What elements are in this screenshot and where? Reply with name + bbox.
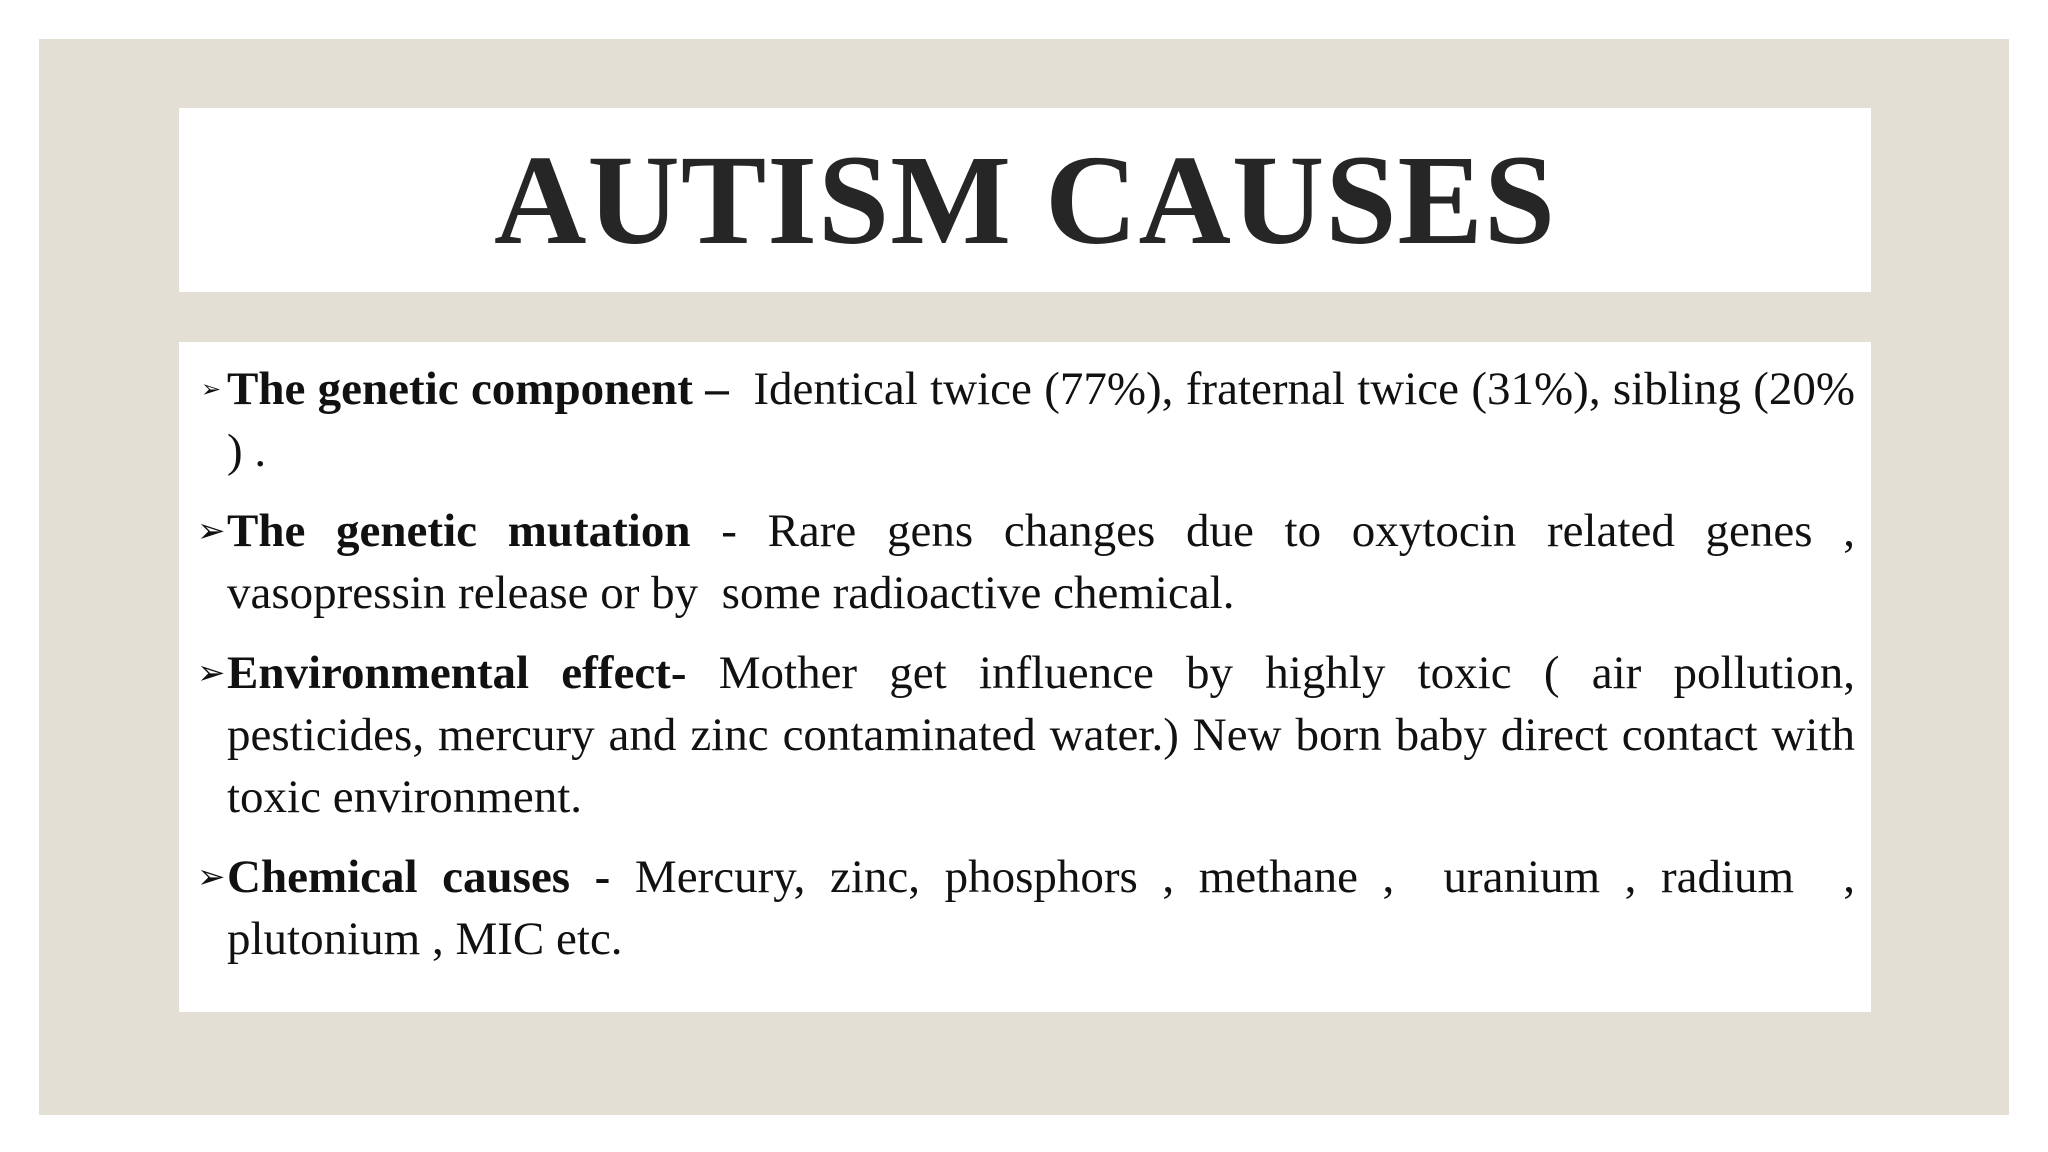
bullet-chemical-causes (197, 846, 1867, 970)
slide-title: AUTISM CAUSES (493, 129, 1557, 271)
arrow-bullet-icon: ➢ (197, 653, 226, 693)
bullet-text: Identical twice (77%), fraternal twice (31%), sibling (20% ) . (227, 363, 1867, 477)
arrow-bullet-icon: ➢ (197, 857, 226, 897)
title-panel (179, 108, 1871, 292)
bullet-environmental-effect (197, 642, 1867, 828)
bullet-text: Mother get influence by highly toxic ( air pollution, pesticides, mercury and zinc contaminated water.) New born baby direct contact with toxic environment. (227, 647, 1867, 823)
bullet-lead: The genetic component – (227, 363, 729, 415)
bullet-genetic-component (201, 358, 1867, 482)
bullet-text: - Rare gens changes due to oxytocin related genes , vasopressin release or by some radioactive chemical. (227, 505, 1867, 619)
arrow-bullet-icon: ➢ (197, 511, 226, 551)
content-panel (179, 342, 1871, 1012)
bullet-list (197, 358, 1867, 988)
arrow-bullet-icon: ➢ (201, 375, 222, 403)
bullet-genetic-mutation (197, 500, 1867, 624)
bullet-lead: The genetic mutation (227, 505, 691, 557)
bullet-lead: Chemical causes - (227, 851, 611, 903)
bullet-text: Mercury, zinc, phosphors , methane , uranium , radium , plutonium , MIC etc. (227, 851, 1867, 965)
bullet-lead: Environmental effect- (227, 647, 687, 699)
